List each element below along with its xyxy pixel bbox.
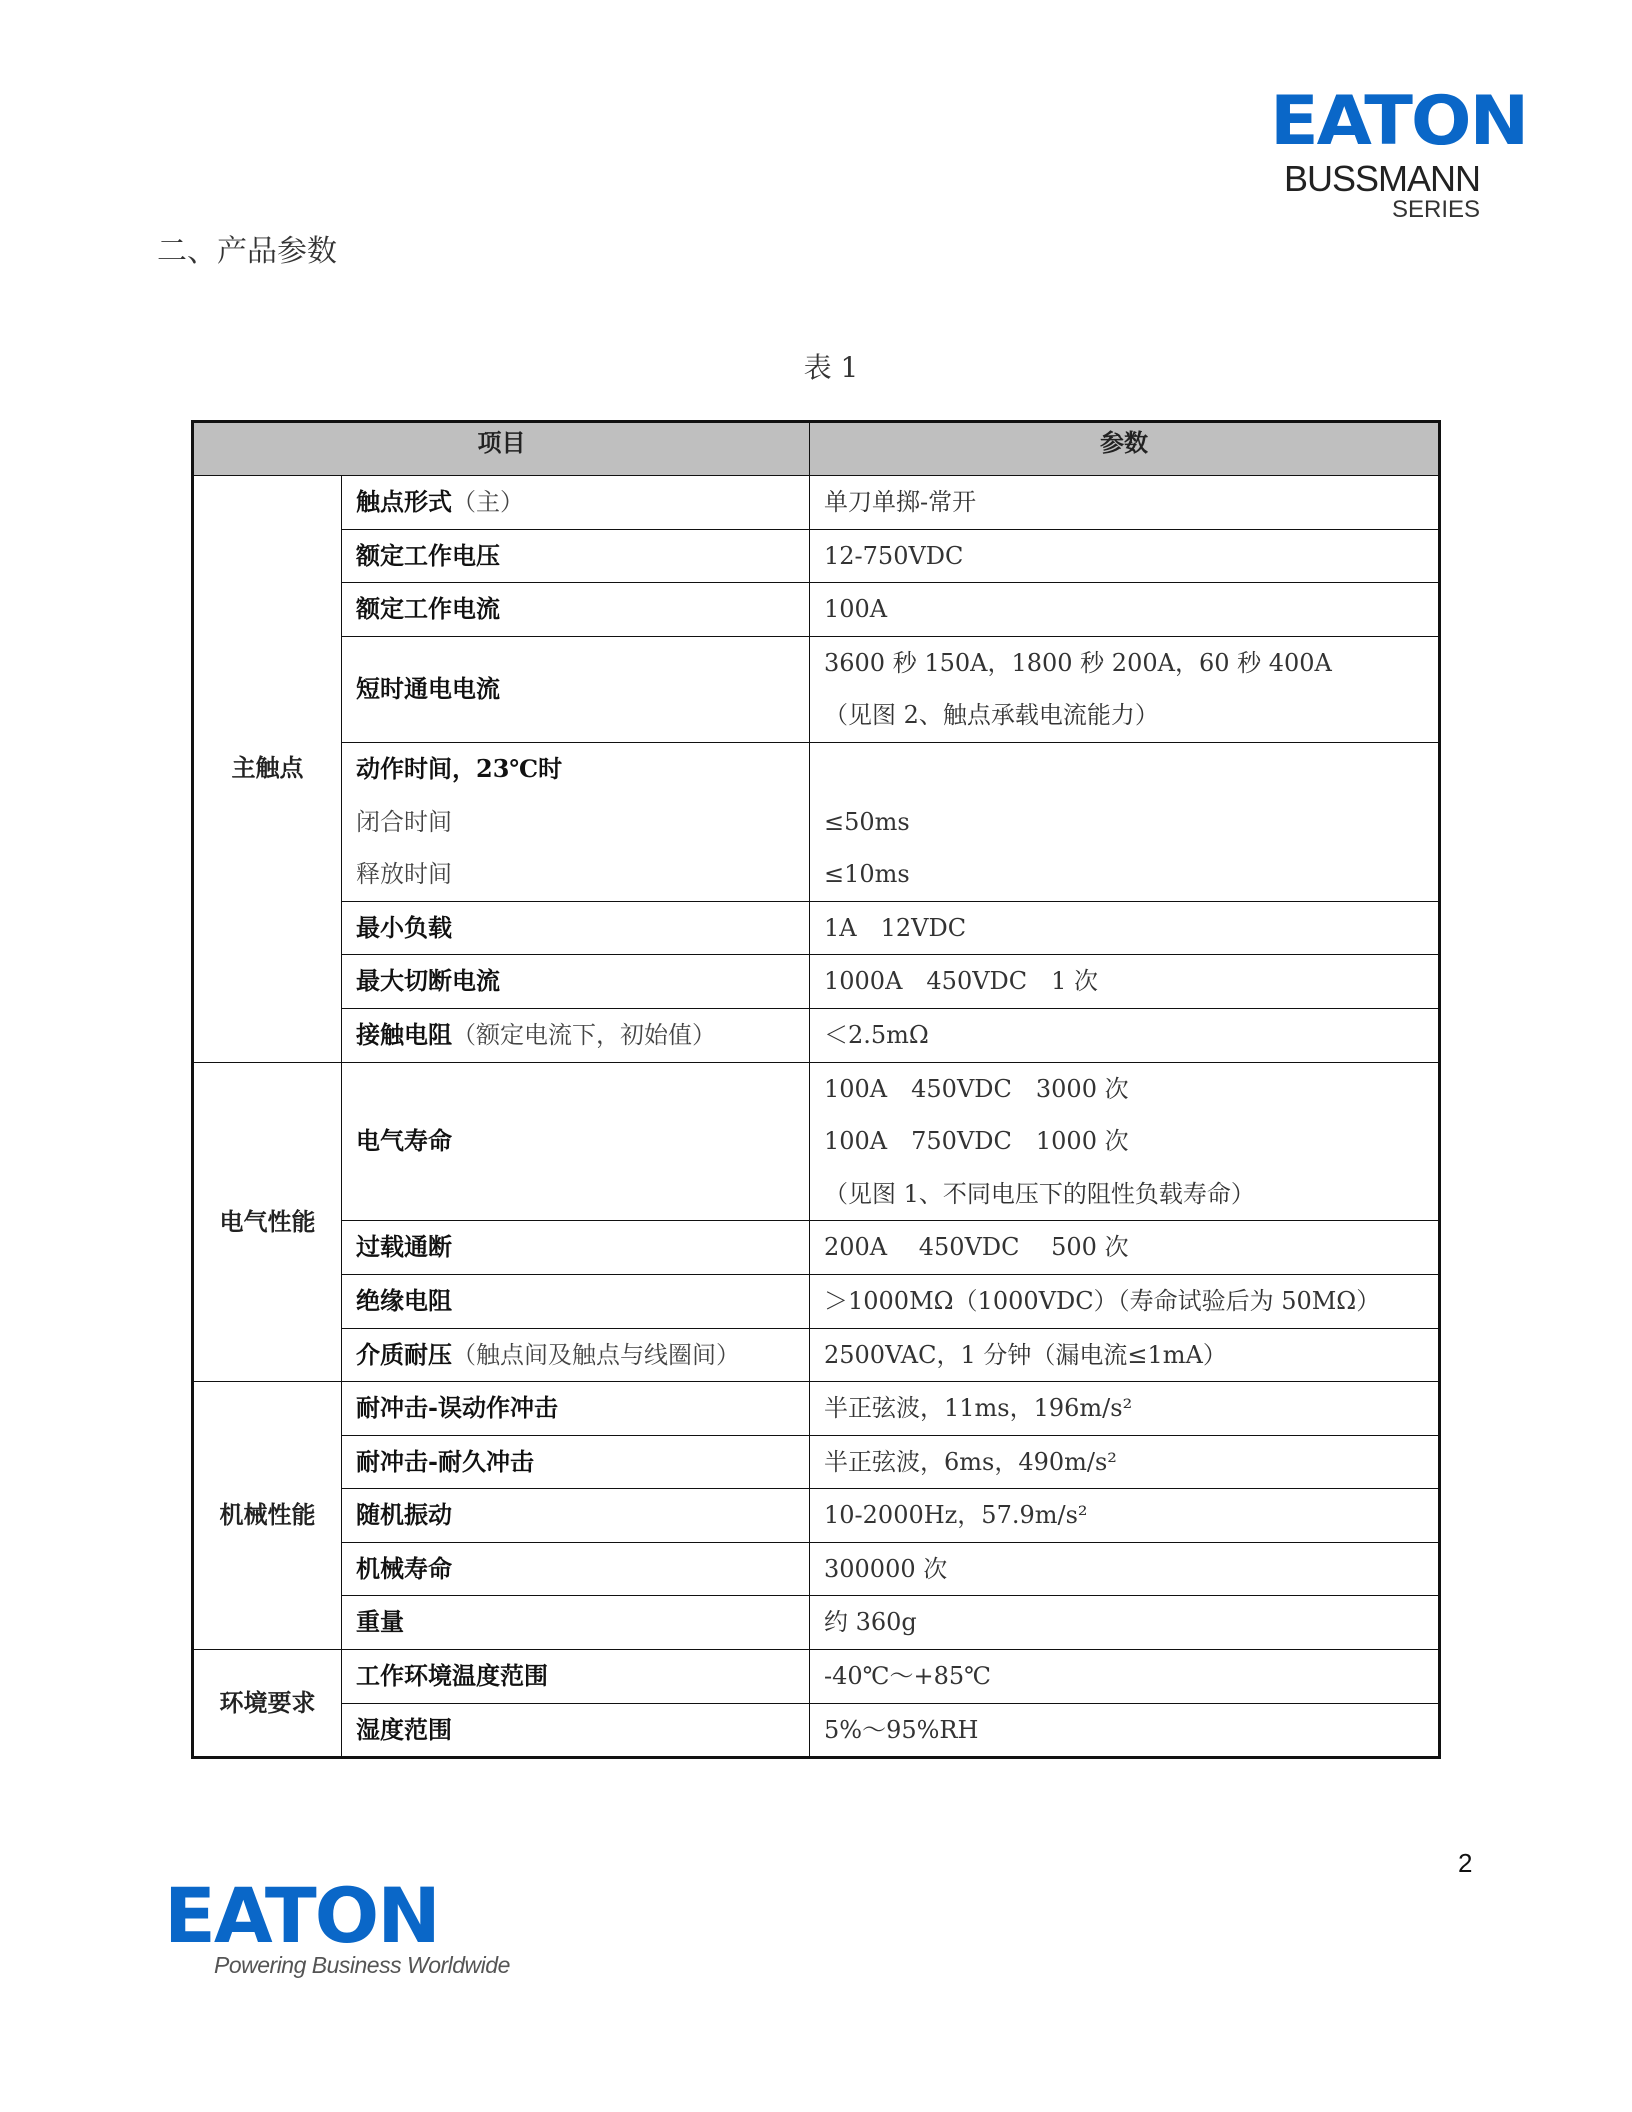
item-label: 机械寿命 [356, 1553, 452, 1583]
parameter-value: -40℃～+85℃ [824, 1662, 991, 1691]
item-label: 湿度范围 [356, 1714, 452, 1744]
parameter-value: 12-750VDC [824, 541, 964, 570]
table-row [193, 1008, 1440, 1062]
table-row [193, 1703, 1440, 1758]
parameter-value: 5%～95%RH [824, 1715, 979, 1744]
item-label: 介质耐压 [356, 1339, 452, 1369]
parameter-cell [810, 636, 1440, 742]
table-row [193, 1382, 1440, 1436]
parameter-value: ＜2.5mΩ [824, 1020, 929, 1049]
parameter-cell [810, 1382, 1440, 1436]
parameter-cell [810, 529, 1440, 583]
item-label-cell [342, 1650, 810, 1704]
category-cell: 机械性能 [193, 1382, 342, 1650]
parameter-cell [810, 1328, 1440, 1382]
parameter-cell [810, 1650, 1440, 1704]
item-label: 额定工作电流 [356, 594, 500, 624]
table-row [193, 476, 1440, 530]
item-label-cell [342, 1062, 810, 1221]
item-label-cell [342, 1382, 810, 1436]
parameter-value: 约 360g [824, 1608, 917, 1637]
eaton-wordmark: EATON [164, 1871, 439, 1960]
table-row [193, 955, 1440, 1009]
item-label: 额定工作电压 [356, 540, 500, 570]
item-label-cell [342, 901, 810, 955]
parameter-cell [810, 901, 1440, 955]
parameter-value: 半正弦波，11ms，196m/s² [824, 1394, 1133, 1423]
item-label-cell [342, 742, 810, 901]
parameter-value: （见图 2、触点承载电流能力） [824, 701, 1159, 730]
parameter-value: 3600 秒 150A，1800 秒 200A，60 秒 400A [824, 648, 1332, 677]
eaton-wordmark: EATON [1270, 82, 1528, 161]
table-row [193, 1650, 1440, 1704]
section-title: 二、产品参数 [157, 234, 337, 269]
parameter-value: ≤10ms [824, 860, 910, 889]
parameter-value: 100A 750VDC 1000 次 [824, 1127, 1129, 1156]
parameter-cell [810, 1008, 1440, 1062]
category-cell: 电气性能 [193, 1062, 342, 1382]
item-label: 过载通断 [356, 1232, 452, 1262]
eaton-bussmann-logo [1270, 82, 1528, 223]
parameter-cell [810, 1221, 1440, 1275]
parameter-value: 2500VAC，1 分钟（漏电流≤1mA） [824, 1340, 1227, 1369]
item-label-cell [342, 1703, 810, 1758]
item-label-cell [342, 1435, 810, 1489]
parameter-value: 单刀单掷-常开 [824, 488, 977, 516]
table-row [193, 583, 1440, 637]
item-sublabel: 闭合时间 [356, 807, 452, 836]
header-parameter: 参数 [810, 422, 1440, 476]
parameter-value: 10-2000Hz，57.9m/s² [824, 1501, 1088, 1530]
item-label-cell [342, 1328, 810, 1382]
item-label: 重量 [356, 1607, 404, 1637]
footer-logo [164, 1871, 510, 1979]
table-row [193, 1274, 1440, 1328]
parameter-cell [810, 1062, 1440, 1221]
item-label-cell [342, 1221, 810, 1275]
table-row [193, 1542, 1440, 1596]
parameter-value: 100A 450VDC 3000 次 [824, 1074, 1129, 1103]
page-number: 2 [1458, 1848, 1473, 1878]
parameter-cell [810, 1274, 1440, 1328]
bussmann-wordmark: BUSSMANN [1283, 158, 1480, 199]
table-row [193, 529, 1440, 583]
item-label: 动作时间，23℃时 [356, 753, 563, 783]
footer-tagline: Powering Business Worldwide [214, 1952, 510, 1978]
item-note: （额定电流下，初始值） [452, 1020, 716, 1049]
table-row [193, 742, 1440, 901]
item-label: 最大切断电流 [356, 966, 500, 996]
item-label: 接触电阻 [356, 1019, 452, 1049]
parameter-cell [810, 1703, 1440, 1758]
item-label-cell [342, 1489, 810, 1543]
parameter-cell [810, 742, 1440, 901]
parameter-cell [810, 1435, 1440, 1489]
table-row [193, 1062, 1440, 1221]
product-parameters-table [191, 420, 1441, 1759]
table-header-row [193, 422, 1440, 476]
item-note: （主） [452, 488, 524, 516]
parameter-value: 半正弦波，6ms，490m/s² [824, 1447, 1117, 1476]
parameter-value: 200A 450VDC 500 次 [824, 1233, 1129, 1262]
series-wordmark: SERIES [1391, 196, 1480, 223]
item-label: 触点形式 [356, 487, 452, 516]
parameter-cell [810, 955, 1440, 1009]
item-label: 工作环境温度范围 [356, 1661, 548, 1691]
item-label-cell [342, 1596, 810, 1650]
table-row [193, 901, 1440, 955]
item-label-cell [342, 1542, 810, 1596]
parameter-cell [810, 1542, 1440, 1596]
table-row [193, 1489, 1440, 1543]
item-sublabel: 释放时间 [356, 860, 452, 889]
item-label-cell [342, 476, 810, 530]
table-row [193, 636, 1440, 742]
parameter-value: ≤50ms [824, 807, 910, 836]
item-note: （触点间及触点与线圈间） [452, 1340, 740, 1369]
item-label: 电气寿命 [356, 1126, 452, 1156]
category-cell: 主触点 [193, 476, 342, 1063]
parameter-value: ＞1000MΩ（1000VDC）（寿命试验后为 50MΩ） [824, 1286, 1381, 1315]
item-label-cell [342, 955, 810, 1009]
item-label: 耐冲击-误动作冲击 [356, 1393, 558, 1423]
item-label-cell [342, 583, 810, 637]
parameter-value: 1A 12VDC [824, 913, 967, 942]
item-label: 短时通电电流 [356, 674, 500, 704]
table-row [193, 1435, 1440, 1489]
parameter-cell [810, 1489, 1440, 1543]
table-row [193, 1221, 1440, 1275]
parameter-value: 300000 次 [824, 1554, 948, 1583]
parameter-value: 1000A 450VDC 1 次 [824, 967, 1099, 996]
item-label-cell [342, 1008, 810, 1062]
parameter-cell [810, 476, 1440, 530]
parameter-value: 100A [824, 595, 888, 624]
item-label-cell [342, 636, 810, 742]
parameter-cell [810, 583, 1440, 637]
parameter-value: （见图 1、不同电压下的阻性负载寿命） [824, 1179, 1255, 1208]
category-cell: 环境要求 [193, 1650, 342, 1758]
item-label-cell [342, 1274, 810, 1328]
item-label: 最小负载 [356, 912, 452, 942]
table-caption: 表 1 [803, 351, 859, 384]
item-label-cell [342, 529, 810, 583]
table-row [193, 1328, 1440, 1382]
item-label: 绝缘电阻 [356, 1285, 452, 1315]
item-label: 耐冲击-耐久冲击 [356, 1446, 534, 1476]
table-row [193, 1596, 1440, 1650]
parameter-cell [810, 1596, 1440, 1650]
header-item: 项目 [193, 422, 810, 476]
item-label: 随机振动 [356, 1500, 452, 1530]
parameter-value [824, 743, 1438, 796]
